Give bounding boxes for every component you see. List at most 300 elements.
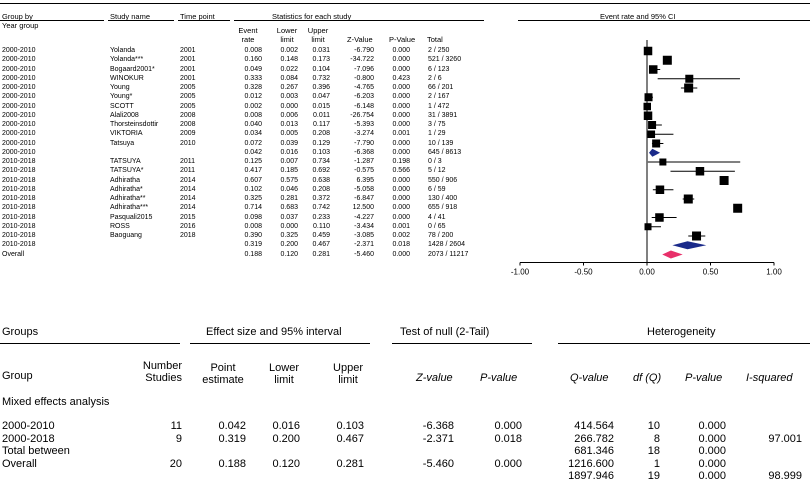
row-upper: 0.047: [312, 93, 330, 101]
point-marker: [644, 112, 653, 121]
upper-limit-col-header-line1: Upper: [333, 362, 363, 374]
summary-line-effect: [190, 343, 370, 344]
row-time: 2015: [180, 213, 196, 221]
groups-section-header: Groups: [2, 326, 39, 338]
row-total: 4 / 41: [428, 213, 446, 221]
row-rate: 0.125: [244, 158, 262, 165]
summary-n: 11: [170, 420, 182, 432]
event-rate-header: [236, 26, 260, 44]
summary-lower: 0.120: [272, 458, 300, 470]
point-marker: [655, 213, 664, 222]
row-time: 2014: [180, 176, 196, 184]
point-marker: [692, 232, 701, 241]
total-header: Total: [427, 35, 443, 44]
lower-limit-col-header: [262, 362, 306, 386]
row-total: 0 / 65: [428, 222, 446, 230]
row-total: 31 / 3891: [428, 111, 458, 119]
row-time: 2008: [180, 121, 196, 128]
row-lower: 0.683: [280, 204, 298, 212]
row-time: 2014: [180, 195, 196, 202]
row-lower: 0.120: [280, 250, 298, 258]
row-z: -1.287: [354, 158, 374, 165]
i-squared-col-header: I-squared: [746, 372, 793, 384]
row-study: Adhiratha**: [110, 195, 146, 202]
summary-upper: 0.103: [336, 420, 364, 432]
row-study: Yolanda***: [110, 56, 144, 64]
summary-upper: 0.281: [336, 458, 364, 470]
row-upper: 0.467: [312, 241, 330, 249]
row-upper: 0.031: [312, 47, 330, 54]
row-group: 2000-2010: [2, 84, 36, 91]
row-study: Adhiratha***: [110, 204, 149, 212]
group-by-header: Group by: [2, 12, 33, 21]
row-p: 0.001: [392, 130, 410, 138]
summary-lower: 0.200: [272, 433, 300, 445]
df-q-col-header: df (Q): [633, 372, 662, 384]
row-total: 655 / 918: [428, 204, 458, 212]
summary-group: Total between: [2, 445, 70, 457]
summary-df: 1: [653, 458, 660, 470]
row-rate: 0.098: [244, 213, 262, 221]
p-value2-col-header: P-value: [685, 372, 723, 384]
x-tick-label: -0.50: [574, 267, 593, 277]
overall-diamond: [662, 251, 682, 259]
row-total: 6 / 59: [428, 185, 446, 193]
x-tick-label: 0.50: [702, 267, 719, 277]
plot-title: Event rate and 95% CI: [600, 12, 676, 21]
row-p: 0.000: [392, 121, 410, 128]
z-value-header: Z-Value: [347, 35, 373, 44]
row-time: 2011: [180, 167, 196, 175]
row-rate: 0.390: [244, 232, 262, 239]
row-rate: 0.417: [244, 167, 262, 175]
summary-p2: 0.000: [698, 420, 726, 432]
summary-q: 681.346: [574, 445, 614, 457]
row-upper: 0.692: [312, 167, 330, 175]
row-upper: 0.129: [312, 139, 330, 147]
row-time: 2001: [180, 47, 196, 54]
row-group: 2000-2010: [2, 148, 36, 156]
point-estimate-header-line1: Point: [210, 362, 236, 374]
effect-section-header: Effect size and 95% interval: [206, 326, 342, 338]
row-upper: 0.104: [312, 65, 330, 73]
summary-q: 1897.946: [568, 470, 614, 482]
p-value-col-header: P-value: [480, 372, 518, 384]
x-tick-label: 1.00: [766, 267, 782, 277]
row-group: 2010-2018: [2, 158, 36, 165]
row-study: Thorsteinsdottir: [110, 121, 159, 128]
row-rate: 0.160: [244, 56, 262, 64]
row-z: -6.203: [354, 93, 374, 101]
row-upper: 0.734: [312, 158, 330, 165]
summary-p2: 0.000: [698, 433, 726, 445]
summary-q: 1216.600: [568, 458, 614, 470]
x-tick-label: 0.00: [639, 267, 655, 277]
row-time: 2011: [180, 158, 196, 165]
row-lower: 0.185: [280, 167, 298, 175]
lower-limit-header: [275, 26, 299, 44]
row-total: 2 / 250: [428, 47, 450, 54]
row-lower: 0.016: [280, 148, 298, 156]
point-estimate-header-line2: estimate: [202, 374, 244, 386]
row-p: 0.000: [392, 47, 410, 54]
summary-i2: 97.001: [768, 433, 802, 445]
point-marker: [644, 47, 653, 56]
row-lower: 0.013: [280, 121, 298, 128]
row-p: 0.000: [392, 213, 410, 221]
row-lower: 0.007: [280, 158, 298, 165]
row-time: 2008: [180, 111, 196, 119]
row-z: -6.847: [354, 195, 374, 202]
lower-limit-col-header-line2: limit: [274, 374, 294, 386]
summary-p: 0.000: [494, 420, 522, 432]
row-rate: 0.319: [244, 241, 262, 249]
summary-p2: 0.000: [698, 445, 726, 457]
row-total: 550 / 906: [428, 176, 458, 184]
summary-n: 20: [169, 458, 182, 470]
group-col-header: Group: [2, 370, 33, 382]
row-z: 12.500: [352, 204, 374, 212]
row-total: 3 / 75: [428, 121, 446, 128]
row-rate: 0.188: [244, 250, 262, 258]
summary-q: 414.564: [574, 420, 614, 432]
point-marker: [656, 186, 665, 195]
point-marker: [645, 223, 652, 230]
point-marker: [659, 159, 666, 166]
row-time: 2005: [180, 84, 196, 91]
row-group: 2010-2018: [2, 167, 36, 175]
row-study: Adhiratha: [110, 176, 140, 184]
year-group-header: Year group: [2, 21, 39, 30]
row-time: 2014: [180, 185, 196, 193]
row-p: 0.000: [392, 250, 410, 258]
row-total: 78 / 200: [428, 232, 454, 239]
row-total: 0 / 3: [428, 158, 442, 165]
row-lower: 0.325: [280, 232, 298, 239]
summary-group: Overall: [2, 458, 37, 470]
row-study: Young: [110, 84, 130, 91]
row-total: 2 / 6: [428, 74, 442, 82]
row-z: 6.395: [356, 176, 374, 184]
row-total: 6 / 123: [428, 65, 450, 73]
row-upper: 0.233: [312, 213, 330, 221]
summary-n: 9: [175, 433, 182, 445]
row-z: -6.148: [354, 102, 374, 110]
row-total: 521 / 3260: [428, 56, 462, 64]
row-upper: 0.208: [312, 130, 330, 138]
row-z: -0.800: [354, 74, 374, 82]
row-p: 0.018: [392, 241, 410, 249]
row-total: 10 / 139: [428, 139, 454, 147]
row-z: -5.460: [354, 250, 374, 258]
row-study: Baoguang: [110, 232, 142, 239]
summary-p2: 0.000: [698, 458, 726, 470]
point-marker: [645, 93, 653, 101]
summary-upper: 0.467: [336, 433, 364, 445]
row-study: Bogaard2001*: [110, 65, 155, 73]
row-time: 2001: [180, 74, 196, 82]
point-marker: [684, 84, 693, 93]
point-marker: [649, 65, 658, 74]
point-marker: [652, 140, 660, 148]
row-lower: 0.148: [280, 56, 298, 64]
row-lower: 0.267: [280, 84, 298, 91]
row-p: 0.001: [392, 222, 410, 230]
row-z: -3.085: [354, 232, 374, 239]
row-z: -34.722: [350, 56, 374, 64]
number-studies-header-line2: Studies: [145, 372, 182, 384]
row-lower: 0.039: [280, 139, 298, 147]
row-rate: 0.607: [244, 176, 262, 184]
row-rate: 0.008: [244, 47, 262, 54]
row-p: 0.000: [392, 102, 410, 110]
row-upper: 0.173: [312, 56, 330, 64]
row-p: 0.002: [392, 232, 410, 239]
upper-limit-header: [305, 26, 331, 44]
row-time: 2001: [180, 56, 196, 64]
number-studies-header: [120, 360, 182, 384]
row-total: 1 / 472: [428, 102, 450, 110]
row-upper: 0.396: [312, 84, 330, 91]
heterogeneity-section-header: Heterogeneity: [647, 326, 716, 338]
row-time: 2005: [180, 93, 196, 101]
row-z: -7.790: [354, 139, 374, 147]
row-lower: 0.037: [280, 213, 298, 221]
row-study: Alali2008: [110, 111, 139, 119]
row-lower: 0.084: [280, 74, 298, 82]
row-p: 0.000: [392, 139, 410, 147]
row-study: Young*: [110, 93, 133, 101]
x-tick-label: -1.00: [510, 267, 530, 277]
row-lower: 0.000: [280, 102, 298, 110]
row-upper: 0.117: [313, 121, 330, 128]
row-study: TATSUYA: [110, 158, 141, 165]
upper-limit-col-header-line2: limit: [338, 374, 358, 386]
row-p: 0.000: [392, 111, 410, 119]
time-point-header: Time point: [180, 12, 215, 21]
row-z: -5.393: [354, 121, 374, 128]
row-study: SCOTT: [110, 102, 134, 110]
row-upper: 0.372: [312, 195, 330, 202]
row-study: ROSS: [110, 222, 130, 230]
row-lower: 0.281: [280, 195, 298, 202]
summary-line-groups: [0, 343, 180, 344]
event-rate-header-line1: Event: [238, 26, 258, 35]
row-lower: 0.006: [280, 111, 298, 119]
row-upper: 0.015: [312, 102, 330, 110]
row-total: 2073 / 11217: [428, 250, 469, 258]
mixed-effects-label: Mixed effects analysis: [2, 396, 110, 408]
row-time: 2005: [180, 102, 196, 110]
row-group: 2000-2010: [2, 56, 36, 64]
row-p: 0.000: [392, 148, 410, 156]
row-z: -2.371: [354, 241, 374, 249]
q-value-col-header: Q-value: [570, 372, 609, 384]
row-z: -4.765: [354, 84, 374, 91]
row-p: 0.000: [392, 204, 410, 212]
row-study: WINOKUR: [110, 74, 144, 82]
row-total: 66 / 201: [428, 84, 454, 91]
row-group: 2010-2018: [2, 213, 36, 221]
point-marker: [720, 176, 729, 185]
stats-header: Statistics for each study: [272, 12, 352, 21]
point-marker: [684, 195, 693, 204]
header-top-line: [0, 3, 810, 4]
row-rate: 0.072: [244, 139, 262, 147]
row-upper: 0.732: [312, 74, 330, 82]
row-group: 2000-2010: [2, 93, 36, 101]
point-marker: [644, 103, 652, 111]
row-z: -3.274: [354, 130, 374, 138]
row-lower: 0.003: [280, 93, 298, 101]
row-rate: 0.008: [244, 111, 262, 119]
p-value-header: P-Value: [389, 35, 416, 44]
row-study: Tatsuya: [110, 139, 135, 147]
row-z: -0.575: [354, 167, 374, 175]
row-p: 0.000: [392, 65, 410, 73]
upper-limit-header-line1: Upper: [307, 26, 329, 35]
row-z: -7.096: [354, 65, 374, 73]
point-marker: [648, 121, 656, 129]
row-rate: 0.002: [244, 102, 262, 110]
row-p: 0.566: [392, 167, 410, 175]
row-upper: 0.281: [312, 250, 330, 258]
row-lower: 0.200: [280, 241, 298, 249]
row-group: 2010-2018: [2, 232, 36, 239]
summary-p2: 0.000: [698, 470, 726, 482]
row-total: 130 / 400: [428, 195, 458, 202]
row-study: Adhiratha*: [110, 185, 143, 193]
row-lower: 0.575: [280, 176, 298, 184]
row-study: TATSUYA*: [110, 167, 144, 175]
row-group: 2000-2010: [2, 102, 36, 110]
z-value-col-header: Z-value: [416, 372, 453, 384]
row-study: VIKTORIA: [110, 130, 143, 138]
point-marker: [733, 204, 742, 213]
row-lower: 0.000: [280, 222, 298, 230]
row-group: 2000-2010: [2, 130, 36, 138]
row-z: -6.368: [354, 148, 374, 156]
row-p: 0.423: [392, 74, 410, 82]
row-group: 2000-2010: [2, 74, 36, 82]
study-name-header: Study name: [110, 12, 151, 21]
row-total: 2 / 167: [428, 93, 450, 101]
row-time: 2010: [180, 139, 196, 147]
summary-df: 19: [647, 470, 660, 482]
point-marker: [685, 75, 693, 83]
summary-group: 2000-2010: [2, 420, 55, 432]
summary-i2: 98.999: [768, 470, 802, 482]
row-time: 2001: [180, 65, 196, 73]
row-time: 2016: [180, 222, 196, 230]
summary-df: 10: [647, 420, 660, 432]
row-group: Overall: [2, 250, 25, 258]
row-study: Pasquali2015: [110, 213, 153, 221]
forest-plot: [490, 40, 810, 279]
row-rate: 0.049: [244, 65, 262, 73]
row-z: -6.790: [354, 47, 374, 54]
row-rate: 0.325: [244, 195, 262, 202]
point-marker: [696, 167, 705, 176]
test-section-header: Test of null (2-Tail): [400, 326, 490, 338]
row-rate: 0.328: [244, 84, 262, 91]
row-group: 2000-2010: [2, 47, 36, 54]
row-total: 1 / 29: [428, 130, 446, 138]
lower-limit-header-line2: limit: [280, 35, 294, 44]
summary-p: 0.000: [494, 458, 522, 470]
summary-z: -2.371: [422, 433, 454, 445]
row-group: 2010-2018: [2, 176, 36, 184]
upper-limit-col-header: [326, 362, 370, 386]
row-group: 2000-2010: [2, 65, 36, 73]
row-upper: 0.208: [312, 185, 330, 193]
row-group: 2000-2010: [2, 121, 36, 128]
row-p: 0.198: [392, 158, 410, 165]
row-z: -3.434: [354, 222, 374, 230]
row-upper: 0.103: [312, 148, 330, 156]
row-group: 2010-2018: [2, 195, 36, 202]
row-group: 2000-2010: [2, 111, 36, 119]
row-study: Yolanda: [110, 47, 136, 54]
row-rate: 0.333: [244, 74, 262, 82]
row-p: 0.000: [392, 185, 410, 193]
row-lower: 0.022: [280, 65, 298, 73]
summary-line-het: [558, 343, 810, 344]
row-time: 2009: [180, 130, 196, 138]
row-rate: 0.040: [244, 121, 262, 128]
summary-point: 0.319: [218, 433, 246, 445]
row-p: 0.000: [392, 195, 410, 202]
row-group: 2010-2018: [2, 241, 36, 249]
row-lower: 0.002: [280, 47, 298, 54]
summary-group: 2000-2018: [2, 433, 55, 445]
summary-df: 18: [647, 445, 660, 457]
row-time: 2018: [180, 232, 196, 239]
row-p: 0.000: [392, 56, 410, 64]
upper-limit-header-line2: limit: [311, 35, 325, 44]
point-marker: [663, 56, 672, 65]
summary-q: 266.782: [574, 433, 614, 445]
row-z: -26.754: [350, 111, 374, 119]
row-group: 2000-2010: [2, 139, 36, 147]
summary-z: -5.460: [422, 458, 454, 470]
row-upper: 0.110: [313, 222, 330, 230]
point-estimate-header: [194, 362, 252, 386]
row-rate: 0.042: [244, 148, 262, 156]
summary-point: 0.188: [218, 458, 246, 470]
summary-lower: 0.016: [272, 420, 300, 432]
row-upper: 0.742: [312, 204, 330, 212]
row-rate: 0.102: [244, 185, 262, 193]
summary-df: 8: [653, 433, 660, 445]
event-rate-header-line2: rate: [241, 35, 255, 44]
subtotal-diamond: [649, 149, 660, 157]
row-rate: 0.034: [244, 130, 262, 138]
summary-point: 0.042: [218, 420, 246, 432]
row-z: -4.227: [354, 213, 374, 221]
row-time: 2014: [180, 204, 196, 212]
row-upper: 0.638: [312, 176, 330, 184]
lower-limit-col-header-line1: Lower: [269, 362, 299, 374]
row-p: 0.000: [392, 176, 410, 184]
summary-p: 0.018: [494, 433, 522, 445]
row-total: 1428 / 2604: [428, 241, 465, 249]
row-group: 2010-2018: [2, 185, 36, 193]
row-rate: 0.012: [244, 93, 262, 101]
row-p: 0.000: [392, 84, 410, 91]
row-lower: 0.005: [280, 130, 298, 138]
number-studies-header-line1: Number: [142, 360, 182, 372]
